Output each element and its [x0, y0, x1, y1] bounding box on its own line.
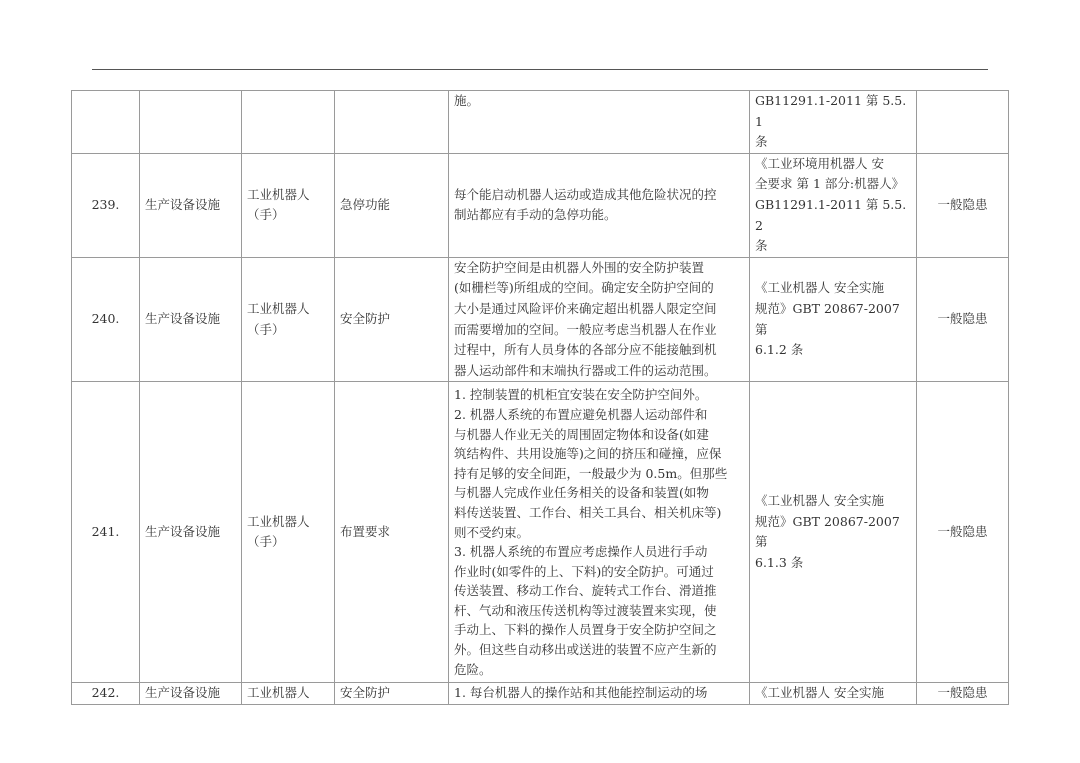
- row-object: [242, 153, 335, 257]
- basis-line: 《工业机器人 安全实施: [755, 493, 884, 509]
- requirement-line: 施。: [454, 93, 480, 108]
- row-item: 安全防护: [335, 683, 449, 705]
- requirement-line: 与机器人作业无关的周围固定物体和设备(如建: [454, 426, 709, 442]
- row-basis: [750, 153, 917, 257]
- row-category: [140, 91, 242, 154]
- object-line: （手）: [247, 321, 285, 337]
- requirement-line: 1. 每台机器人的操作站和其他能控制运动的场: [454, 685, 708, 701]
- requirement-line: (如栅栏等)所组成的空间。确定安全防护空间的: [454, 280, 714, 296]
- requirement-line: 外。但这些自动移出或送进的装置不应产生新的: [454, 642, 717, 658]
- row-requirement: [449, 91, 750, 154]
- row-category: 生产设备设施: [140, 153, 242, 257]
- requirement-line: 而需要增加的空间。一般应考虑当机器人在作业: [454, 321, 717, 337]
- row-requirement: [449, 153, 750, 257]
- basis-line: 6.1.3 条: [755, 554, 804, 570]
- hazard-table: [71, 90, 1009, 705]
- requirement-line: 传送装置、移动工作台、旋转式工作台、滑道推: [454, 583, 717, 599]
- table-row: [72, 91, 1009, 154]
- requirement-line: 筑结构件、共用设施等)之间的挤压和碰撞，应保: [454, 446, 722, 462]
- basis-line: 《工业机器人 安全实施: [755, 685, 884, 701]
- row-basis: [750, 257, 917, 382]
- table-row: [72, 257, 1009, 382]
- requirement-line: 危险。: [454, 661, 492, 677]
- basis-line: GB11291.1-2011 第 5.5.2: [755, 196, 907, 233]
- row-item: 急停功能: [335, 153, 449, 257]
- row-category: 生产设备设施: [140, 257, 242, 382]
- requirement-line: 手动上、下料的操作人员置身于安全防护空间之: [454, 622, 717, 638]
- row-level: 一般隐患: [917, 257, 1009, 382]
- table-row: [72, 683, 1009, 705]
- requirement-line: 器人运动部件和末端执行器或工件的运动范围。: [454, 362, 717, 378]
- requirement-line: 大小是通过风险评价来确定超出机器人限定空间: [454, 300, 717, 316]
- basis-line: 条: [755, 134, 768, 150]
- object-line: 工业机器人: [247, 300, 310, 316]
- row-level: 一般隐患: [917, 382, 1009, 683]
- object-line: 工业机器人: [247, 186, 310, 202]
- table-row: [72, 153, 1009, 257]
- row-object: [242, 257, 335, 382]
- requirement-line: 每个能启动机器人运动或造成其他危险状况的控: [454, 186, 717, 202]
- row-number: 240.: [72, 257, 140, 382]
- basis-line: 规范》GBT 20867-2007 第: [755, 300, 900, 337]
- basis-line: GB11291.1-2011 第 5.5.1: [755, 93, 907, 129]
- row-object: [242, 91, 335, 154]
- row-requirement: [449, 382, 750, 683]
- row-item: 布置要求: [335, 382, 449, 683]
- object-line: （手）: [247, 534, 285, 550]
- object-line: （手）: [247, 207, 285, 223]
- table-row: [72, 382, 1009, 683]
- basis-line: 规范》GBT 20867-2007 第: [755, 513, 900, 550]
- row-object: [242, 382, 335, 683]
- requirement-line: 安全防护空间是由机器人外围的安全防护装置: [454, 259, 705, 275]
- row-number: [72, 91, 140, 154]
- requirement-line: 杆、气动和液压传送机构等过渡装置来实现，使: [454, 602, 717, 618]
- row-requirement: [449, 683, 750, 705]
- basis-line: 条: [755, 238, 768, 254]
- requirement-line: 料传送装置、工作台、相关工具台、相关机床等): [454, 504, 722, 520]
- requirement-line: 2. 机器人系统的布置应避免机器人运动部件和: [454, 406, 708, 422]
- basis-line: 6.1.2 条: [755, 342, 804, 358]
- row-category: 生产设备设施: [140, 683, 242, 705]
- basis-line: 《工业环境用机器人 安: [755, 155, 884, 171]
- basis-line: 全要求 第 1 部分:机器人》: [755, 176, 905, 192]
- requirement-line: 持有足够的安全间距，一般最少为 0.5m。但那些: [454, 465, 728, 481]
- requirement-line: 1. 控制装置的机柜宜安装在安全防护空间外。: [454, 387, 708, 403]
- header-rule: [92, 69, 988, 70]
- requirement-line: 则不受约束。: [454, 524, 530, 540]
- row-object: [242, 683, 335, 705]
- row-level: 一般隐患: [917, 683, 1009, 705]
- row-number: 242.: [72, 683, 140, 705]
- row-basis: [750, 91, 917, 154]
- object-line: 工业机器人: [247, 513, 310, 529]
- row-basis: [750, 683, 917, 705]
- row-requirement: [449, 257, 750, 382]
- requirement-line: 过程中，所有人员身体的各部分应不能接触到机: [454, 342, 717, 358]
- row-level: 一般隐患: [917, 153, 1009, 257]
- row-item: [335, 91, 449, 154]
- row-number: 239.: [72, 153, 140, 257]
- row-category: 生产设备设施: [140, 382, 242, 683]
- basis-line: 《工业机器人 安全实施: [755, 280, 884, 296]
- requirement-line: 3. 机器人系统的布置应考虑操作人员进行手动: [454, 544, 708, 560]
- requirement-line: 作业时(如零件的上、下料)的安全防护。可通过: [454, 563, 714, 579]
- requirement-line: 制站都应有手动的急停功能。: [454, 207, 617, 223]
- row-level: [917, 91, 1009, 154]
- object-line: 工业机器人: [247, 685, 310, 701]
- row-item: 安全防护: [335, 257, 449, 382]
- row-basis: [750, 382, 917, 683]
- requirement-line: 与机器人完成作业任务相关的设备和装置(如物: [454, 485, 709, 501]
- row-number: 241.: [72, 382, 140, 683]
